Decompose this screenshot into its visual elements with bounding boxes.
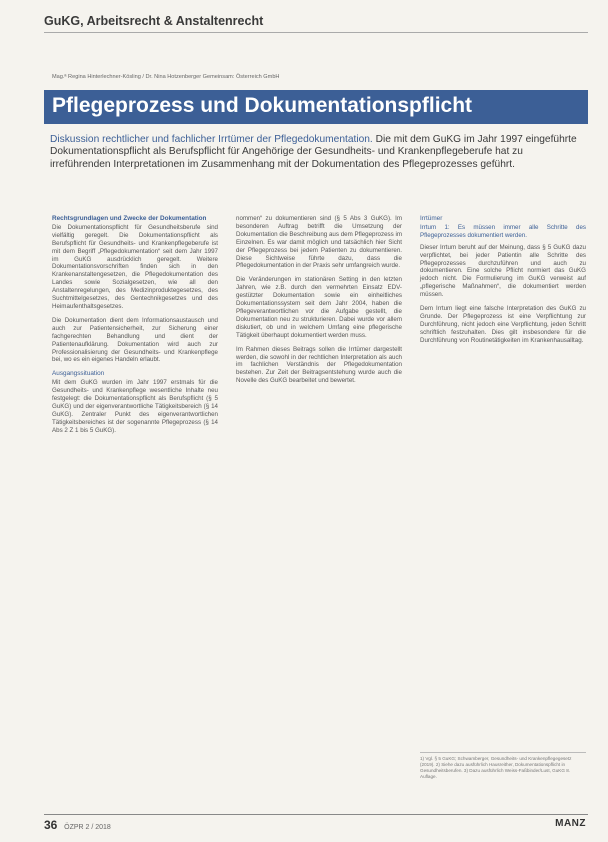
paragraph: Die Dokumentation dient dem Informationsaustausch und auch zur Patientensicherheit, zur Sicherung einer fachgerechten Behandlung und dient der Patientenaufklärung. Dokumentation wird auch zur Professionalisierung der Gesundheits- und Krankenpflege bei, wo es ein eigenes Handeln erlaubt. [52, 316, 218, 364]
page-number: 36 [44, 818, 58, 832]
header-divider [44, 32, 588, 33]
author-line: Mag.ª Regina Hinterlechner-Kösling / Dr. Nina Hotzenberger Gemeinsam: Österreich GmbH [52, 74, 280, 80]
paragraph: Die Dokumentationspflicht für Gesundheitsberufe sind vielfältig geregelt. Die Dokumentationspflicht als Berufspflicht für Gesundheits- und Krankenpflegeberufe ist mit dem Begriff „Pflegedokumentation“ seit dem Jahr 1997 im GuKG ausdrücklich geregelt. Weitere Dokumentationsvorschriften finden sich in den Krankenanstaltengesetzen, die Pflegedokumentation des Landes sowie Sozialgesetzen, wie all den Anstaltenregelungen, des Medizinproduktegesetzes, des Suchtmittelgesetzes, des Gentechnikgesetzes und des Heimaufenthaltsgesetzes. [52, 223, 218, 310]
footnotes: 1) Vgl. § 5 GuKG; Schwamberger, Gesundheits- und Krankenpflegegesetz (2019). 2) Siehe dazu ausführlich Hausreither, Dokumentationspflicht in Gesundheitsberufen. 3) Dazu ausführlich Weiss-Faßbinder/Lust, GuKG 8. Auflage. [420, 752, 586, 780]
running-head: GuKG, Arbeitsrecht & Anstaltenrecht [44, 14, 264, 28]
lead-highlight: Diskussion rechtlicher und fachlicher Irrtümer der Pflegedokumentation. [50, 134, 373, 145]
publisher-logo: MANZ [555, 818, 586, 829]
paragraph: Dem Irrtum liegt eine falsche Interpretation des GuKG zu Grunde. Der Pflegeprozess ist eine Verpflichtung zur Durchführung, nicht jedoch eine Verpflichtung, jeden Schritt schriftlich festzuhalten. Dies gilt insbesondere für die Durchführung von Routinetätigkeiten im Krankenhausalltag. [420, 305, 586, 344]
column-1 [52, 215, 218, 441]
column-3 [420, 215, 586, 351]
paragraph: Im Rahmen dieses Beitrags sollen die Irrtümer dargestellt werden, die sowohl in der rechtlichen Interpretation als auch im fachlichen Verständnis der Pflegedokumentation bestehen. Zur Zeit der Beitragsentstehung wurde auch die Novelle des GuKG bearbeitet und bewertet. [236, 345, 402, 385]
paragraph: Dieser Irrtum beruht auf der Meinung, dass § 5 GuKG dazu verpflichtet, bei jeder Patientin alle Schritte des Pflegeprozesses durchzuführen und auch zu dokumentieren. Eine solche Pflicht normiert das GuKG jedoch nicht. Die Formulierung im GuKG verweist auf „pflegerische Maßnahmen“, die dokumentiert werden müssen. [420, 243, 586, 299]
footer-divider [44, 814, 588, 815]
title-bar [44, 90, 588, 124]
paragraph: Mit dem GuKG wurden im Jahr 1997 erstmals für die Gesundheits- und Krankenpflege wesentliche Inhalte neu festgelegt: die Dokumentationspflicht als Berufspflicht (§ 5 GuKG) und der eigenverantwortliche Tätigkeitsbereich (§ 14 GuKG). Zentraler Punkt des eigenverantwortlichen Tätigkeitsbereiches ist der sogenannte Pflegeprozess (§ 14 Abs 2 Z 1 bis 5 GuKG). [52, 379, 218, 434]
error-1-statement: Irrtum 1: Es müssen immer alle Schritte des Pflegeprozesses dokumentiert werden. [420, 223, 586, 239]
lead-paragraph [50, 134, 584, 171]
page-footer [44, 818, 111, 832]
column-2 [236, 215, 402, 391]
section-heading-errors: Irrtümer [420, 215, 443, 222]
lead-text: Die mit dem GuKG im Jahr 1997 eingeführte Dokumentationspflicht als Berufspflicht für Angehörige der Gesundheits- und Krankenpflegeberufe hat zu irreführenden Interpretationen im Zusammenhang mit der Dokumentation des Pflegeprozesses geführt. [50, 134, 577, 170]
section-heading-legal-basis: Rechtsgrundlagen und Zwecke der Dokumentation [52, 215, 207, 222]
paragraph: Die Veränderungen im stationären Setting in den letzten Jahren, wie z.B. durch den vermehrten Einsatz EDV-gestützter Dokumentation sowie ein einheitliches Dokumentationssystem seit dem Jahr 2004, haben die Pflegeverantwortlichen vor die Aufgabe gestellt, die Dokumentation neu zu strukturieren. Dabei wurde vor allem diskutiert, ob und in welchem Umfang eine pflegerische Tätigkeit überhaupt dokumentiert werden muss. [236, 276, 402, 339]
section-heading-initial-situation: Ausgangssituation [52, 370, 105, 378]
article-title: Pflegeprozess und Dokumentationspflicht [52, 94, 473, 117]
issue-label: ÖZPR 2 / 2018 [64, 824, 111, 831]
paragraph: nommen“ zu dokumentieren sind (§ 5 Abs 3 GuKG). Im besonderen Auftrag betrifft die Umsetzung der Dokumentation die Beschreibung aus dem Pflegeprozess im Einzelnen. Es war damit möglich und tatsächlich hier Sicht der Pflegeprozess bei jedem Patienten zu dokumentieren. Diese Sichtweise führte dazu, dass die Pflegedokumentation in der Praxis sehr umfangreich wurde. [236, 215, 402, 270]
